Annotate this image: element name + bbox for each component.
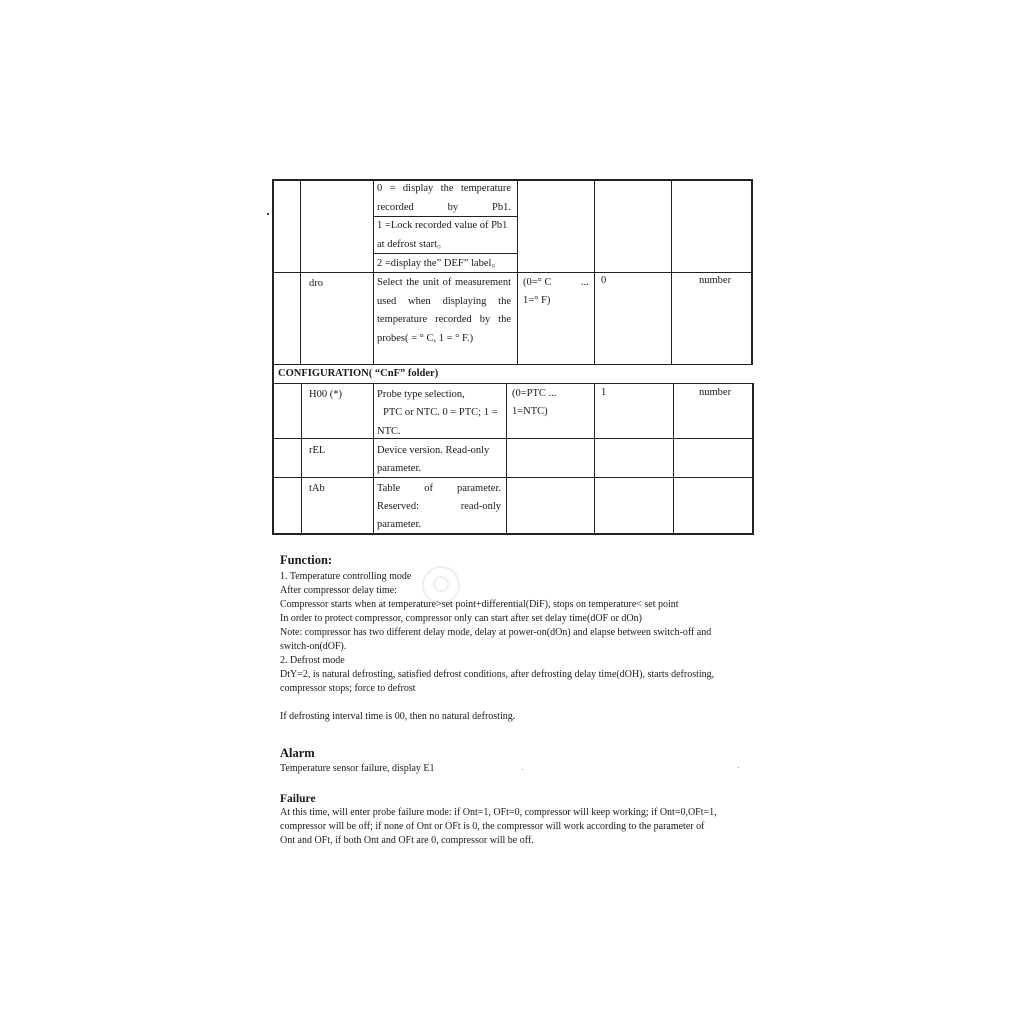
function-title: Function: bbox=[280, 553, 333, 567]
function-line: switch-on(dOF). bbox=[280, 641, 347, 652]
param-unit-dro: number bbox=[699, 275, 732, 286]
function-line: DtY=2, is natural defrosting, satisfied defrost conditions, after defrosting delay time(dOH), starts defrosting, bbox=[280, 669, 715, 680]
param-description-h00-l3: NTC. bbox=[377, 426, 401, 437]
param-range-h00-l1: (0=PTC ... bbox=[512, 388, 557, 399]
col-divider bbox=[517, 179, 518, 365]
table-border-bottom bbox=[272, 533, 754, 535]
row-divider bbox=[272, 477, 753, 478]
option-0-text: 0 = display the temperature recorded by Pb1. bbox=[377, 183, 511, 213]
param-code-rel: rEL bbox=[309, 445, 326, 456]
param-default-dro: 0 bbox=[601, 275, 607, 286]
row-divider bbox=[272, 438, 753, 439]
param-code-dro: dro bbox=[309, 278, 323, 289]
alarm-title: Alarm bbox=[280, 746, 315, 760]
alarm-section bbox=[280, 746, 435, 776]
col-divider bbox=[594, 383, 595, 534]
failure-section bbox=[280, 792, 717, 848]
function-line: compressor stops; force to defrost bbox=[280, 683, 416, 694]
param-code-tab: tAb bbox=[309, 483, 325, 494]
col-divider bbox=[301, 383, 302, 534]
param-description-tab-l1: Table of parameter. bbox=[377, 483, 501, 494]
failure-title: Failure bbox=[280, 793, 316, 805]
section-header-configuration: CONFIGURATION( “CnF” folder) bbox=[278, 368, 439, 379]
function-line: 2. Defrost mode bbox=[280, 655, 345, 666]
function-line: Compressor starts when at temperature>set point+differential(DiF), stops on temperature< set point bbox=[280, 599, 679, 610]
param-range-h00-l2: 1=NTC) bbox=[512, 406, 548, 417]
param-unit-h00: number bbox=[699, 387, 732, 398]
col-divider bbox=[673, 383, 674, 534]
param-description-h00-l2: PTC or NTC. 0 = PTC; 1 = bbox=[383, 407, 498, 418]
param-range-dro-l1: (0=° C bbox=[523, 277, 552, 288]
table-border-right bbox=[752, 383, 754, 534]
scan-speck bbox=[267, 213, 269, 215]
param-range-dro-l2: 1=° F) bbox=[523, 295, 551, 306]
param-description-dro: Select the unit of measurement used when displaying the temperature recorded by the probes( = ° C, 1 = ° F.) bbox=[377, 277, 511, 344]
scan-speck bbox=[738, 767, 739, 768]
param-description-tab-l3: parameter. bbox=[377, 519, 422, 530]
col-divider bbox=[506, 383, 507, 534]
function-line: In order to protect compressor, compressor only can start after set delay time(dOF or dOn) bbox=[280, 613, 642, 624]
col-divider bbox=[300, 179, 301, 365]
failure-line: At this time, will enter probe failure mode: if Ont=1, OFt=0, compressor will keep working; if Ont=0,OFt=1, bbox=[280, 807, 717, 818]
param-code-h00: H00 (*) bbox=[309, 389, 342, 400]
failure-line: Ont and OFt, if both Ont and OFt are 0, compressor will be off. bbox=[280, 835, 534, 846]
alarm-text: Temperature sensor failure, display E1 bbox=[280, 763, 435, 774]
param-description-h00-l1: Probe type selection, bbox=[377, 389, 465, 400]
param-range-dro-dots: ... bbox=[581, 277, 589, 288]
function-line: Note: compressor has two different delay mode, delay at power-on(dOn) and elapse between switch-off and bbox=[280, 627, 712, 638]
failure-line: compressor will be off; if none of Ont or OFt is 0, the compressor will work according to the parameter of bbox=[280, 821, 705, 832]
option-1-text: 1 =Lock recorded value of Pb1 at defrost start。 bbox=[377, 220, 508, 250]
param-default-h00: 1 bbox=[601, 387, 607, 398]
param-description-rel-l1: Device version. Read-only bbox=[377, 445, 490, 456]
table-border-right bbox=[751, 179, 753, 365]
table-border-top bbox=[272, 179, 752, 181]
function-section bbox=[280, 553, 714, 724]
col-divider bbox=[373, 179, 374, 365]
table-border-left bbox=[272, 179, 274, 534]
param-description-rel-l2: parameter. bbox=[377, 463, 422, 474]
option-2-text: 2 =display the” DEF” label。 bbox=[377, 258, 502, 269]
param-description-tab-l2: Reserved: read-only bbox=[377, 501, 501, 512]
function-line: After compressor delay time: bbox=[280, 585, 397, 596]
function-line: 1. Temperature controlling mode bbox=[280, 571, 412, 582]
function-note: If defrosting interval time is 00, then no natural defrosting. bbox=[280, 711, 516, 722]
col-divider bbox=[594, 179, 595, 365]
col-divider bbox=[373, 383, 374, 534]
scan-speck bbox=[522, 769, 523, 770]
col-divider bbox=[671, 179, 672, 365]
